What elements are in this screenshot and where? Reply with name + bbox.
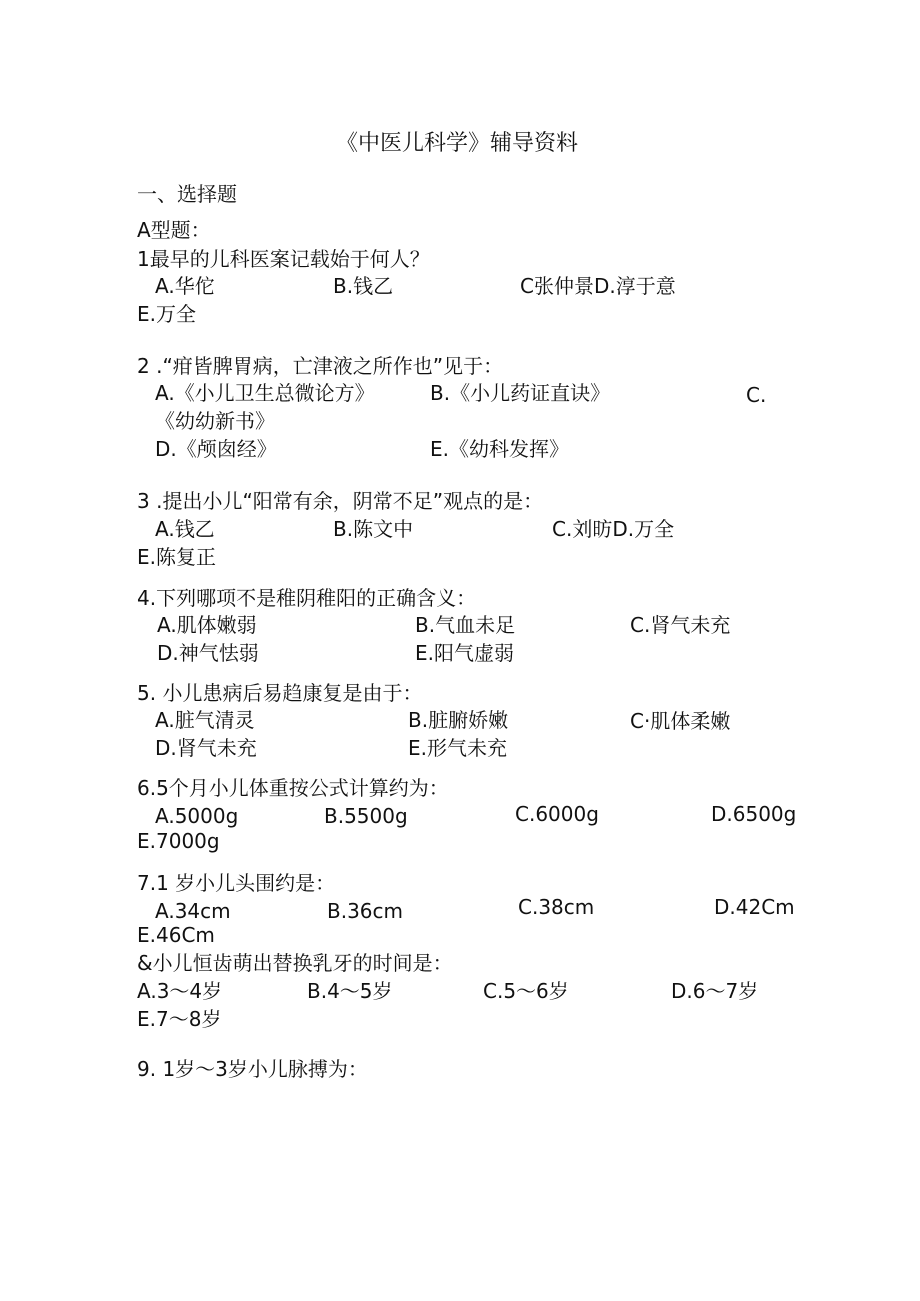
question-5-option-a: A.脏气清灵 xyxy=(155,708,255,732)
question-2-option-e: E.《幼科发挥》 xyxy=(430,437,569,461)
question-7-option-e: E.46Cm xyxy=(137,923,215,947)
question-4-option-b: B.气血未足 xyxy=(415,613,516,637)
question-7-option-c: C.38cm xyxy=(518,895,595,919)
question-6-option-b: B.5500g xyxy=(324,804,408,828)
question-5-option-c: C·肌体柔嫩 xyxy=(630,709,731,733)
question-4-option-e: E.阳气虚弱 xyxy=(415,641,514,665)
question-2-option-c: C. xyxy=(746,383,767,407)
question-4-option-a: A.肌体嫩弱 xyxy=(157,613,257,637)
question-5-stem: 5. 小儿患病后易趋康复是由于： xyxy=(137,681,423,705)
question-6-stem: 6.5个月小儿体重按公式计算约为： xyxy=(137,776,449,800)
question-5-option-d: D.肾气未充 xyxy=(155,736,257,760)
question-1-option-a: A.华佗 xyxy=(155,274,215,298)
question-2-option-a: A.《小儿卫生总微论方》 xyxy=(155,381,375,405)
question-5-option-b: B.脏腑娇嫩 xyxy=(408,708,509,732)
question-2-option-b: B.《小儿药证直诀》 xyxy=(430,381,611,405)
question-6-option-e: E.7000g xyxy=(137,829,220,853)
question-8-option-a: A.3～4岁 xyxy=(137,979,223,1003)
question-3-option-cd: C.刘昉D.万全 xyxy=(552,517,675,541)
question-6-option-d: D.6500g xyxy=(711,802,797,826)
question-4-stem: 4.下列哪项不是稚阴稚阳的正确含义： xyxy=(137,586,477,610)
question-3-option-a: A.钱乙 xyxy=(155,517,215,541)
question-7-stem: 7.1 岁小儿头围约是： xyxy=(137,871,336,895)
question-1-option-b: B.钱乙 xyxy=(333,274,394,298)
question-8-option-b: B.4～5岁 xyxy=(307,979,393,1003)
question-7-option-d: D.42Cm xyxy=(714,895,795,919)
question-3-option-e: E.陈复正 xyxy=(137,545,216,569)
question-2-stem: 2 .“疳皆脾胃病，亡津液之所作也”见于： xyxy=(137,354,504,378)
question-6-option-a: A.5000g xyxy=(155,804,239,828)
question-4-option-c: C.肾气未充 xyxy=(630,613,731,637)
question-7-option-a: A.34cm xyxy=(155,899,231,923)
question-8-option-e: E.7～8岁 xyxy=(137,1007,222,1031)
question-9-stem: 9. 1岁～3岁小儿脉搏为： xyxy=(137,1057,368,1081)
question-type-label: A型题： xyxy=(137,218,211,242)
question-3-option-b: B.陈文中 xyxy=(333,517,414,541)
question-6-option-c: C.6000g xyxy=(515,802,599,826)
question-2-option-d: D.《颅囱经》 xyxy=(155,437,277,461)
question-7-option-b: B.36cm xyxy=(327,899,404,923)
section-heading: 一、选择题 xyxy=(137,182,237,206)
question-1-option-cd: C张仲景D.淳于意 xyxy=(520,274,676,298)
question-8-option-d: D.6～7岁 xyxy=(671,979,759,1003)
question-5-option-e: E.形气未充 xyxy=(408,736,507,760)
question-1-option-e: E.万全 xyxy=(137,302,196,326)
question-8-stem: &小儿恒齿萌出替换乳牙的时间是： xyxy=(137,951,453,975)
question-1-stem: 1最早的儿科医案记载始于何人？ xyxy=(137,247,430,271)
page-title: 《中医儿科学》辅导资料 xyxy=(336,131,579,156)
question-8-option-c: C.5～6岁 xyxy=(483,979,569,1003)
question-3-stem: 3 .提出小儿“阳常有余，阴常不足”观点的是： xyxy=(137,489,544,513)
question-2-option-c-text: 《幼幼新书》 xyxy=(155,409,275,433)
question-4-option-d: D.神气怯弱 xyxy=(157,641,259,665)
